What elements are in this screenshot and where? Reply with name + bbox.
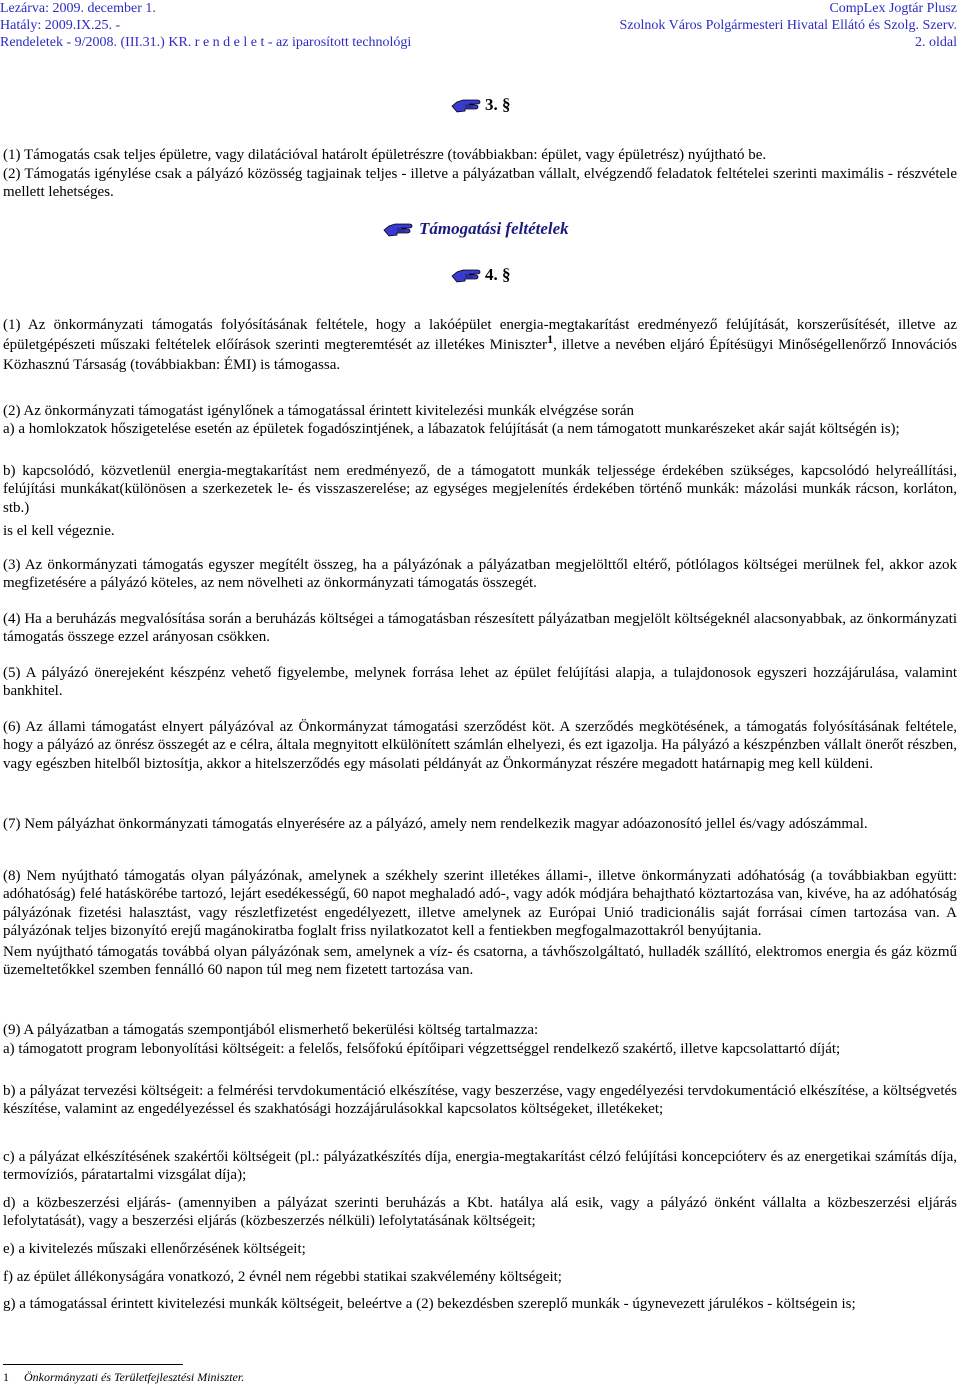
- pointing-hand-icon: [383, 220, 413, 238]
- section-4-para-9-a: a) támogatott program lebonyolítási költségeit: a felelős, felsőfokú építőipari végzettséggel rendelkező szakértő, illetve kapcsolattartó díját;: [3, 1041, 841, 1057]
- header-closed-date: Lezárva: 2009. december 1.: [0, 1, 156, 16]
- pointing-hand-icon: [451, 266, 481, 284]
- section-4-para-9-g: g) a támogatással érintett kivitelezési munkák költségeit, beleértve a (2) bekezdésben szereplő munkák - úgynevezett járulékos - költségein is;: [3, 1296, 856, 1312]
- section-4-para-9: (9) A pályázatban a támogatás szempontjából elismerhető bekerülési költség tartalmazza:: [3, 1022, 539, 1038]
- section-4-para-4: (4) Ha a beruházás megvalósítása során a beruházás költségei a támogatásban részesített pályázatban megjelölt költségeknél alacsonyabbak, az önkormányzati támogatás összege ezzel arányosan csökken.: [3, 611, 957, 646]
- section-4-title[interactable]: [451, 265, 511, 285]
- header-organization: Szolnok Város Polgármesteri Hivatal Ellátó és Szolg. Szerv.: [619, 18, 957, 33]
- section-4-para-9-c: c) a pályázat elkészítésének szakértői költségeit (pl.: pályázatkészítés díja, energia-megtakarítást célzó felújítási koncepcióterv és az energetikai számítás díja, termovíziós, páratartalmi vizsgálat díja);: [3, 1149, 957, 1184]
- section-3-para-2: (2) Támogatás igénylése csak a pályázó közösség tagjainak teljes - illetve a pályázatban vállalt, elvégzendő feladatok feltételei szerinti maximális - részvétele mellett lehetséges.: [3, 166, 957, 201]
- footnote-text: Önkormányzati és Területfejlesztési Miniszter.: [24, 1370, 245, 1384]
- header-page-number: 2. oldal: [915, 35, 957, 50]
- footnote-number: 1: [3, 1370, 9, 1384]
- section-3-title[interactable]: [451, 95, 511, 115]
- section-4-para-8: (8) Nem nyújtható támogatás olyan pályázónak, amelynek a székhely szerint illetékes állami-, illetve önkormányzati adóhatóság (a továbbiakban együtt: adóhatóság) felé hatáskörébe tartozó, lejárt esedékességű, 60 napot meghaladó adó-, vagy adók módjára behajtható köztartozása van, kivéve, ha az adóhatóság pályázónak fizetési halasztást, vagy részletfizetést engedélyezett, illetve amelynek az Európai Unió tradicionális saját forrásai címen tartozása van. A pályázónak teljes bizonyító erejű magánokiratba foglalt friss nyilatkozatot kell a fentiekben megfogalmazottakról benyújtania.: [3, 868, 957, 940]
- section-4-para-2-end: is el kell végeznie.: [3, 523, 115, 539]
- section-4-para-9-f: f) az épület állékonyságára vonatkozó, 2 évnél nem régebbi statikai szakvélemény költségeit;: [3, 1269, 562, 1285]
- section-4-label: 4. §: [485, 265, 511, 284]
- page-header-left: [0, 0, 411, 51]
- pointing-hand-icon: [451, 96, 481, 114]
- page-header-right: [620, 0, 958, 51]
- section-4-para-9-d: d) a közbeszerzési eljárás- (amennyiben a pályázat szerinti beruházás a Kbt. hatálya alá esik, vagy a pályázó önként vállalta a közbeszerzési eljárás lefolytatását), vagy a beszerzési eljárás (közbeszerzés nélküli) lefolytatásának költségeit;: [3, 1195, 957, 1230]
- footnote: [3, 1370, 244, 1385]
- section-4-para-6: (6) Az állami támogatást elnyert pályázóval az Önkormányzat támogatási szerződést köt. A szerződés megkötésének, a támogatás folyósításának feltétele, hogy a pályázó az önrész összegét az e célra, általa megnyitott elkülönített számlán elhelyezi, és ezt igazolja. Ha pályázó a készpénzben vállalt önerőt részben, vagy egészben hitelből biztosítja, akkor a hitelszerződés egy másolati példányát az Önkormányzat részére megadott határnapig meg kell küldeni.: [3, 719, 957, 772]
- header-effective-date: Hatály: 2009.IX.25. -: [0, 18, 121, 33]
- para-1-text-a: (1) Az önkormányzati támogatás folyósításának feltétele, hogy a lakóépület energia-megtakarítást eredményező felújítását, korszerűsítését, illetve az épületgépészeti műszaki feltételek előírások szerinti megteremtését az illetékes Miniszter: [3, 317, 957, 353]
- section-4-para-1: [3, 315, 957, 375]
- header-decree-title: Rendeletek - 9/2008. (III.31.) KR. r e n d e l e t - az iparosított technológi: [0, 35, 412, 50]
- section-4-para-2-b: b) kapcsolódó, közvetlenül energia-megtakarítást nem eredményező, de a támogatott munkák teljessége érdekében szükséges, kapcsolódó helyreállítási, felújítási munkákat(különösen a szerkezetek le- és visszaszerelése; az egységes megjelenítés érdekében történő munkák: mázolási munkák rácson, korláton, stb.): [3, 463, 957, 516]
- section-4-para-9-e: e) a kivitelezés műszaki ellenőrzésének költségeit;: [3, 1241, 306, 1257]
- section-4-para-9-b: b) a pályázat tervezési költségeit: a felmérési tervdokumentáció elkészítése, vagy beszerzése, vagy engedélyezési tervdokumentáció elkészítése, a költségvetés készítése, valamint az engedélyezéssel és szakhatósági hozzájárulásokkal kapcsolatos költségeket, illetékeket;: [3, 1083, 957, 1118]
- section-4-para-2-a: a) a homlokzatok hőszigetelése esetén az épületek fogadószintjének, a lábazatok felújítását (a nem támogatott munkarészeket akár saját költségén is);: [3, 421, 900, 437]
- section-3-label: 3. §: [485, 95, 511, 114]
- section-4-para-5: (5) A pályázó önerejeként készpénz vehető figyelembe, melynek forrása lehet az épület felújítási alapja, a tulajdonosok egyszeri hozzájárulása, valamint bankhitel.: [3, 665, 957, 700]
- section-4-para-3: (3) Az önkormányzati támogatás egyszer megítélt összeg, ha a pályázónak a pályázatban megjelölttől eltérő, pótlólagos költségei merülnek fel, akkor azok megfizetésére a pályázó köteles, az nem növelheti az önkormányzati támogatás összegét.: [3, 557, 957, 592]
- section-3-para-1: (1) Támogatás csak teljes épületre, vagy dilatációval határolt épületrészre (továbbiakban: épület, vagy épületrész) nyújtható be.: [3, 147, 767, 163]
- section-4-para-2: (2) Az önkormányzati támogatást igénylőnek a támogatással érintett kivitelezési munkák elvégzése során: [3, 403, 635, 419]
- para-1-text-b: , illetve a nevében eljáró Építésügyi Minőségellenőrző Innovációs Közhasznú Társaság (továbbiakban: ÉMI) is támogassa.: [3, 337, 957, 373]
- subheading-support-conditions[interactable]: [383, 219, 569, 239]
- header-product-name: CompLex Jogtár Plusz: [829, 1, 957, 16]
- section-4-para-8-b: Nem nyújtható támogatás továbbá olyan pályázónak sem, amelynek a víz- és csatorna, a távhőszolgáltató, hulladék szállító, elektromos energia és gáz közmű üzemeltetőkkel szemben fennálló 60 napon túl meg nem fizetett tartozása van.: [3, 944, 957, 979]
- footnote-divider: [3, 1364, 183, 1365]
- footnote-ref-1[interactable]: 1: [547, 332, 554, 346]
- section-4-para-7: (7) Nem pályázhat önkormányzati támogatás elnyerésére az a pályázó, amely nem rendelkezik magyar adóazonosító jellel és/vagy adószámmal.: [3, 816, 868, 832]
- subheading-label: Támogatási feltételek: [419, 219, 569, 238]
